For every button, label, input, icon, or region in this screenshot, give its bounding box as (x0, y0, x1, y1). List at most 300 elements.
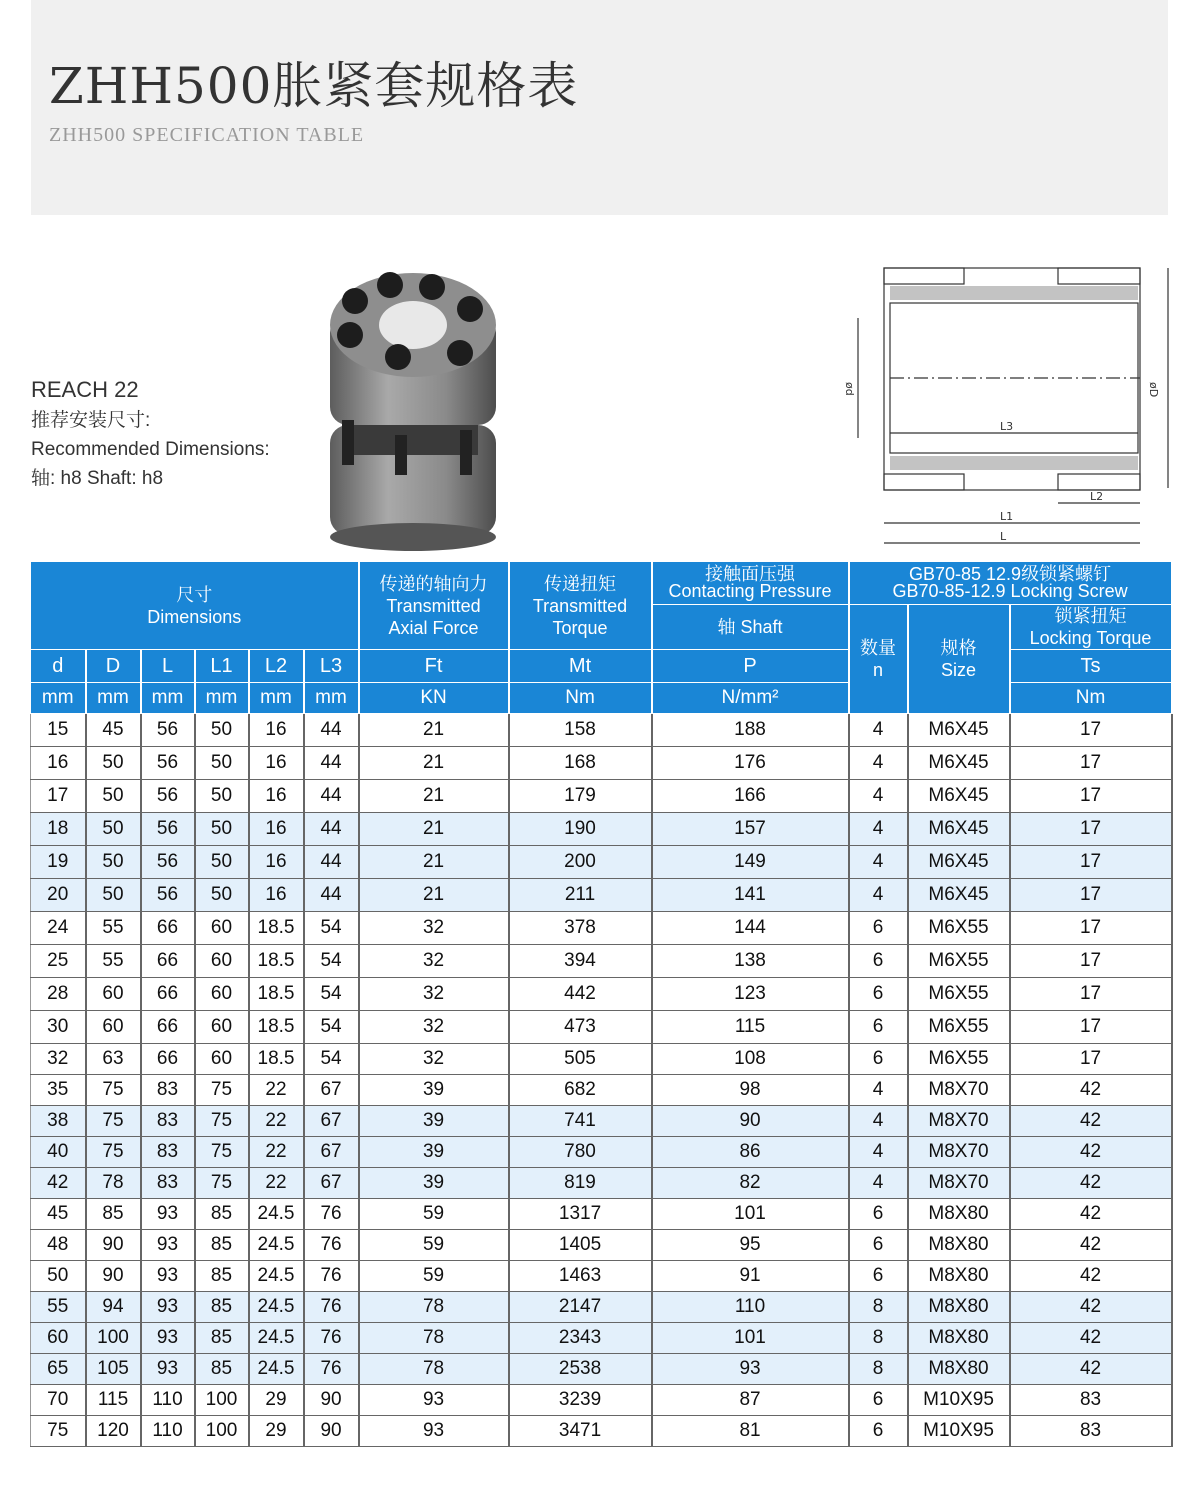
table-cell: 55 (86, 912, 141, 945)
table-row (31, 1292, 1172, 1323)
table-cell: 123 (652, 978, 849, 1011)
table-cell: 54 (304, 912, 359, 945)
table-cell: 90 (304, 1416, 359, 1447)
table-cell: 4 (849, 714, 908, 747)
table-cell: 105 (86, 1354, 141, 1385)
table-cell: 4 (849, 1106, 908, 1137)
table-cell: 81 (652, 1416, 849, 1447)
table-cell: 17 (31, 780, 86, 813)
table-cell: 505 (509, 1044, 652, 1075)
unit-Ft: KN (359, 683, 509, 714)
table-cell: 158 (509, 714, 652, 747)
table-cell: 50 (195, 813, 249, 846)
table-cell: 211 (509, 879, 652, 912)
table-cell: 83 (141, 1168, 195, 1199)
table-cell: M8X70 (908, 1168, 1010, 1199)
table-cell: 75 (31, 1416, 86, 1447)
specification-table (30, 561, 1173, 1447)
table-cell: 83 (141, 1137, 195, 1168)
technical-drawing (843, 258, 1180, 558)
table-cell: 35 (31, 1075, 86, 1106)
table-cell: 6 (849, 912, 908, 945)
table-cell: 442 (509, 978, 652, 1011)
table-cell: 473 (509, 1011, 652, 1044)
table-cell: 94 (86, 1292, 141, 1323)
table-cell: 44 (304, 813, 359, 846)
table-cell: 56 (141, 747, 195, 780)
recommend-en: Recommended Dimensions: (31, 439, 270, 460)
table-cell: 50 (86, 780, 141, 813)
table-cell: 70 (31, 1385, 86, 1416)
shaft-tolerance: 轴: h8 Shaft: h8 (31, 468, 164, 489)
table-cell: 21 (359, 747, 509, 780)
unit-L: mm (141, 683, 195, 714)
table-cell: 78 (86, 1168, 141, 1199)
table-row (31, 1323, 1172, 1354)
table-cell: M6X45 (908, 747, 1010, 780)
table-cell: 42 (31, 1168, 86, 1199)
table-cell: 6 (849, 1044, 908, 1075)
table-cell: 40 (31, 1137, 86, 1168)
table-cell: 176 (652, 747, 849, 780)
table-cell: 76 (304, 1323, 359, 1354)
product-photo (320, 265, 506, 551)
table-cell: 66 (141, 912, 195, 945)
table-row (31, 1137, 1172, 1168)
table-cell: 8 (849, 1354, 908, 1385)
table-cell: 60 (195, 1011, 249, 1044)
table-cell: 188 (652, 714, 849, 747)
table-cell: 93 (652, 1354, 849, 1385)
table-cell: 6 (849, 1199, 908, 1230)
table-cell: 819 (509, 1168, 652, 1199)
table-cell: 67 (304, 1106, 359, 1137)
table-row (31, 1199, 1172, 1230)
table-cell: 17 (1010, 714, 1172, 747)
table-cell: 44 (304, 846, 359, 879)
table-cell: M6X45 (908, 879, 1010, 912)
table-cell: 45 (31, 1199, 86, 1230)
table-cell: 21 (359, 846, 509, 879)
table-cell: 56 (141, 714, 195, 747)
table-cell: 39 (359, 1106, 509, 1137)
table-cell: 55 (31, 1292, 86, 1323)
table-cell: 59 (359, 1230, 509, 1261)
table-cell: 50 (195, 879, 249, 912)
table-cell: 85 (195, 1323, 249, 1354)
table-cell: 394 (509, 945, 652, 978)
table-cell: 29 (249, 1416, 304, 1447)
table-cell: 20 (31, 879, 86, 912)
table-cell: 4 (849, 780, 908, 813)
table-cell: 50 (86, 879, 141, 912)
dim-label-L1: L1 (1000, 510, 1014, 523)
table-cell: 83 (1010, 1416, 1172, 1447)
table-cell: 141 (652, 879, 849, 912)
table-cell: 83 (1010, 1385, 1172, 1416)
table-cell: 93 (141, 1199, 195, 1230)
dim-label-D: øD (1147, 382, 1160, 398)
table-cell: 8 (849, 1323, 908, 1354)
header-axial-force: 传递的轴向力 Transmitted Axial Force (359, 562, 509, 650)
table-cell: 67 (304, 1075, 359, 1106)
table-cell: 22 (249, 1075, 304, 1106)
header-quantity: 数量 n (849, 605, 908, 714)
table-cell: 38 (31, 1106, 86, 1137)
table-cell: 54 (304, 945, 359, 978)
table-cell: 90 (86, 1230, 141, 1261)
table-cell: M10X95 (908, 1416, 1010, 1447)
table-cell: 4 (849, 879, 908, 912)
table-cell: 78 (359, 1354, 509, 1385)
table-cell: 39 (359, 1137, 509, 1168)
table-cell: 42 (1010, 1292, 1172, 1323)
table-cell: 16 (249, 813, 304, 846)
table-cell: 1405 (509, 1230, 652, 1261)
table-cell: 115 (652, 1011, 849, 1044)
dim-label-L2: L2 (1090, 490, 1104, 503)
table-cell: 63 (86, 1044, 141, 1075)
table-cell: 90 (86, 1261, 141, 1292)
table-cell: 24.5 (249, 1199, 304, 1230)
table-row (31, 912, 1172, 945)
table-cell: 157 (652, 813, 849, 846)
table-cell: 66 (141, 978, 195, 1011)
page-title: ZHH500胀紧套规格表 (49, 57, 579, 115)
table-cell: 76 (304, 1230, 359, 1261)
table-cell: 17 (1010, 813, 1172, 846)
table-row (31, 813, 1172, 846)
table-cell: 4 (849, 846, 908, 879)
table-cell: 16 (249, 846, 304, 879)
table-cell: 24.5 (249, 1261, 304, 1292)
header-screw: GB70-85 12.9级锁紧螺钉 GB70-85-12.9 Locking Screw (849, 562, 1172, 605)
table-cell: 42 (1010, 1168, 1172, 1199)
table-cell: 378 (509, 912, 652, 945)
table-cell: 6 (849, 1261, 908, 1292)
table-cell: 83 (141, 1075, 195, 1106)
table-cell: 100 (86, 1323, 141, 1354)
table-cell: 60 (86, 1011, 141, 1044)
install-info (31, 374, 270, 493)
table-cell: M8X80 (908, 1292, 1010, 1323)
table-cell: 166 (652, 780, 849, 813)
table-cell: 18.5 (249, 945, 304, 978)
table-cell: 45 (86, 714, 141, 747)
table-cell: 95 (652, 1230, 849, 1261)
header-locking-torque: 锁紧扭矩 Locking Torque (1010, 605, 1172, 650)
table-cell: 100 (195, 1385, 249, 1416)
table-cell: 101 (652, 1323, 849, 1354)
table-cell: M8X80 (908, 1354, 1010, 1385)
table-cell: 50 (86, 846, 141, 879)
table-cell: 76 (304, 1354, 359, 1385)
table-cell: 93 (141, 1230, 195, 1261)
table-cell: 42 (1010, 1106, 1172, 1137)
table-cell: M6X55 (908, 945, 1010, 978)
table-cell: M8X70 (908, 1137, 1010, 1168)
table-cell: 56 (141, 846, 195, 879)
table-cell: M6X55 (908, 1011, 1010, 1044)
table-cell: 8 (849, 1292, 908, 1323)
sym-P: P (652, 650, 849, 683)
table-cell: 28 (31, 978, 86, 1011)
table-cell: 60 (31, 1323, 86, 1354)
table-cell: 24.5 (249, 1323, 304, 1354)
table-cell: 76 (304, 1261, 359, 1292)
table-cell: 42 (1010, 1354, 1172, 1385)
table-cell: 93 (141, 1292, 195, 1323)
reach-label: REACH 22 (31, 377, 139, 402)
table-cell: 90 (304, 1385, 359, 1416)
table-cell: 42 (1010, 1261, 1172, 1292)
table-cell: 100 (195, 1416, 249, 1447)
table-cell: 2538 (509, 1354, 652, 1385)
table-row (31, 1385, 1172, 1416)
table-cell: 16 (249, 747, 304, 780)
table-cell: 3239 (509, 1385, 652, 1416)
dim-label-L3: L3 (1000, 420, 1014, 433)
unit-d: mm (31, 683, 86, 714)
table-cell: 17 (1010, 1011, 1172, 1044)
table-cell: M6X45 (908, 780, 1010, 813)
table-cell: 18.5 (249, 1011, 304, 1044)
table-cell: 24.5 (249, 1292, 304, 1323)
table-cell: M10X95 (908, 1385, 1010, 1416)
table-cell: 75 (195, 1106, 249, 1137)
table-cell: M8X80 (908, 1323, 1010, 1354)
table-cell: 138 (652, 945, 849, 978)
table-cell: M6X45 (908, 714, 1010, 747)
table-cell: 50 (86, 813, 141, 846)
table-cell: 65 (31, 1354, 86, 1385)
table-cell: 93 (141, 1323, 195, 1354)
table-row (31, 879, 1172, 912)
table-cell: 78 (359, 1292, 509, 1323)
sym-L2: L2 (249, 650, 304, 683)
table-cell: 60 (195, 912, 249, 945)
dim-label-L: L (1000, 530, 1007, 543)
table-cell: M8X80 (908, 1230, 1010, 1261)
table-cell: 16 (249, 714, 304, 747)
table-cell: 22 (249, 1106, 304, 1137)
table-cell: 17 (1010, 747, 1172, 780)
table-cell: 17 (1010, 879, 1172, 912)
table-cell: 18.5 (249, 1044, 304, 1075)
table-cell: 83 (141, 1106, 195, 1137)
table-cell: 6 (849, 1385, 908, 1416)
table-cell: 44 (304, 879, 359, 912)
table-cell: 6 (849, 1230, 908, 1261)
table-cell: 48 (31, 1230, 86, 1261)
table-cell: 66 (141, 1044, 195, 1075)
table-cell: 4 (849, 1137, 908, 1168)
table-row (31, 714, 1172, 747)
table-cell: 44 (304, 747, 359, 780)
unit-Ts: Nm (1010, 683, 1172, 714)
table-cell: 110 (141, 1416, 195, 1447)
dim-label-d: ød (843, 382, 856, 396)
table-cell: 200 (509, 846, 652, 879)
table-cell: 21 (359, 879, 509, 912)
table-cell: 32 (359, 978, 509, 1011)
table-cell: 54 (304, 1011, 359, 1044)
table-row (31, 1044, 1172, 1075)
table-cell: 93 (141, 1354, 195, 1385)
table-cell: 75 (195, 1168, 249, 1199)
sym-Ts: Ts (1010, 650, 1172, 683)
table-row (31, 1230, 1172, 1261)
table-cell: 85 (195, 1261, 249, 1292)
table-cell: 85 (195, 1292, 249, 1323)
table-cell: 76 (304, 1292, 359, 1323)
table-cell: M6X55 (908, 912, 1010, 945)
table-cell: 24 (31, 912, 86, 945)
table-cell: 17 (1010, 945, 1172, 978)
table-cell: 32 (359, 945, 509, 978)
table-cell: 6 (849, 978, 908, 1011)
table-cell: 85 (195, 1199, 249, 1230)
table-cell: 149 (652, 846, 849, 879)
table-cell: 17 (1010, 912, 1172, 945)
table-cell: 42 (1010, 1323, 1172, 1354)
table-cell: M8X70 (908, 1106, 1010, 1137)
table-row (31, 780, 1172, 813)
table-cell: 66 (141, 945, 195, 978)
table-cell: 75 (195, 1137, 249, 1168)
table-cell: 85 (195, 1354, 249, 1385)
sym-Mt: Mt (509, 650, 652, 683)
table-cell: 22 (249, 1168, 304, 1199)
table-cell: 24.5 (249, 1354, 304, 1385)
table-cell: 50 (195, 747, 249, 780)
table-cell: 60 (195, 1044, 249, 1075)
sym-L: L (141, 650, 195, 683)
table-cell: 50 (195, 846, 249, 879)
table-cell: 91 (652, 1261, 849, 1292)
header-dimensions: 尺寸 Dimensions (31, 562, 359, 650)
table-cell: 179 (509, 780, 652, 813)
table-cell: 50 (195, 780, 249, 813)
table-cell: 32 (359, 1044, 509, 1075)
table-row (31, 747, 1172, 780)
table-cell: 54 (304, 1044, 359, 1075)
table-cell: 42 (1010, 1230, 1172, 1261)
table-cell: 67 (304, 1168, 359, 1199)
unit-Mt: Nm (509, 683, 652, 714)
table-cell: 75 (195, 1075, 249, 1106)
table-cell: 101 (652, 1199, 849, 1230)
table-cell: 15 (31, 714, 86, 747)
header-pressure: 接触面压强 Contacting Pressure (652, 562, 849, 605)
page-subtitle: ZHH500 SPECIFICATION TABLE (49, 124, 365, 146)
table-cell: 32 (31, 1044, 86, 1075)
table-cell: 42 (1010, 1137, 1172, 1168)
table-cell: 110 (652, 1292, 849, 1323)
table-cell: 87 (652, 1385, 849, 1416)
recommend-cn: 推荐安装尺寸: (31, 410, 151, 431)
table-cell: 19 (31, 846, 86, 879)
table-cell: 39 (359, 1075, 509, 1106)
table-row (31, 945, 1172, 978)
table-cell: 75 (86, 1075, 141, 1106)
table-cell: 741 (509, 1106, 652, 1137)
table-cell: 42 (1010, 1199, 1172, 1230)
unit-D: mm (86, 683, 141, 714)
header-torque: 传递扭矩 Transmitted Torque (509, 562, 652, 650)
sym-L3: L3 (304, 650, 359, 683)
table-cell: 50 (86, 747, 141, 780)
table-cell: 4 (849, 813, 908, 846)
table-cell: 85 (195, 1230, 249, 1261)
table-cell: M6X45 (908, 813, 1010, 846)
table-cell: 6 (849, 945, 908, 978)
table-cell: 29 (249, 1385, 304, 1416)
table-cell: 16 (31, 747, 86, 780)
table-cell: 25 (31, 945, 86, 978)
table-cell: 90 (652, 1106, 849, 1137)
table-cell: 86 (652, 1137, 849, 1168)
table-cell: 59 (359, 1261, 509, 1292)
table-cell: M6X55 (908, 1044, 1010, 1075)
table-cell: 32 (359, 912, 509, 945)
table-cell: 780 (509, 1137, 652, 1168)
table-cell: 24.5 (249, 1230, 304, 1261)
table-cell: 55 (86, 945, 141, 978)
table-cell: 4 (849, 1168, 908, 1199)
table-cell: 76 (304, 1199, 359, 1230)
unit-L3: mm (304, 683, 359, 714)
table-cell: 682 (509, 1075, 652, 1106)
table-cell: M6X45 (908, 846, 1010, 879)
table-cell: 190 (509, 813, 652, 846)
table-cell: 44 (304, 714, 359, 747)
table-cell: 66 (141, 1011, 195, 1044)
table-cell: 98 (652, 1075, 849, 1106)
unit-P: N/mm² (652, 683, 849, 714)
table-cell: 56 (141, 813, 195, 846)
table-cell: 1463 (509, 1261, 652, 1292)
table-cell: 44 (304, 780, 359, 813)
sym-Ft: Ft (359, 650, 509, 683)
table-cell: 17 (1010, 1044, 1172, 1075)
sym-L1: L1 (195, 650, 249, 683)
table-cell: 42 (1010, 1075, 1172, 1106)
sym-D: D (86, 650, 141, 683)
table-row (31, 1106, 1172, 1137)
table-cell: 110 (141, 1385, 195, 1416)
table-cell: 54 (304, 978, 359, 1011)
table-cell: 18.5 (249, 978, 304, 1011)
table-cell: 17 (1010, 846, 1172, 879)
table-cell: 144 (652, 912, 849, 945)
table-cell: 56 (141, 780, 195, 813)
table-cell: 17 (1010, 780, 1172, 813)
table-cell: 3471 (509, 1416, 652, 1447)
table-cell: 21 (359, 813, 509, 846)
table-cell: M8X80 (908, 1261, 1010, 1292)
table-cell: 60 (195, 978, 249, 1011)
table-cell: 50 (195, 714, 249, 747)
table-cell: 21 (359, 714, 509, 747)
table-cell: 21 (359, 780, 509, 813)
table-row (31, 978, 1172, 1011)
table-cell: M8X70 (908, 1075, 1010, 1106)
table-cell: 75 (86, 1137, 141, 1168)
table-body (31, 714, 1172, 1447)
table-cell: 67 (304, 1137, 359, 1168)
table-cell: 2343 (509, 1323, 652, 1354)
